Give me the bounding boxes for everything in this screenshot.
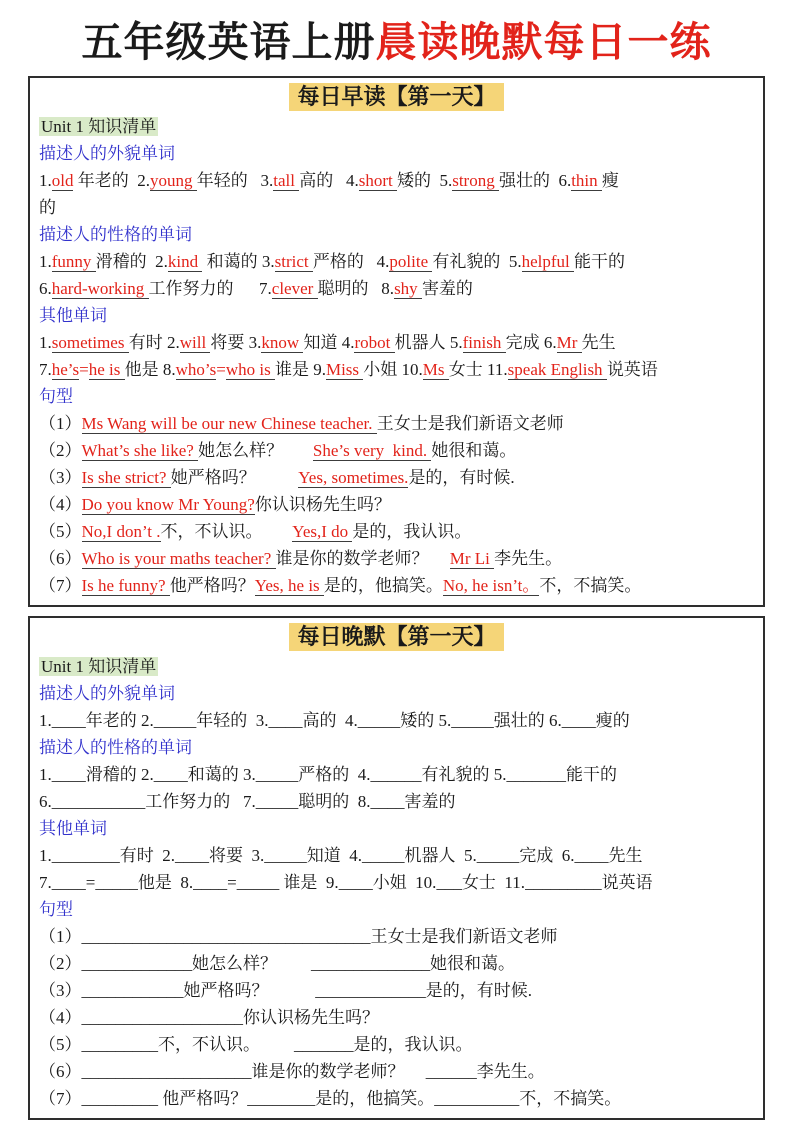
- content-line: [39, 869, 754, 896]
- english-term: who is: [225, 360, 275, 379]
- fill-blank: ____________________: [81, 1062, 252, 1081]
- english-term: Yes, he is: [254, 576, 324, 595]
- fill-blank: _________: [81, 1089, 158, 1108]
- text-segment: 不，不认识。: [160, 522, 293, 541]
- text-segment: 年轻的 3.: [196, 711, 269, 730]
- category-heading: 句型: [39, 387, 73, 406]
- english-term: old: [51, 171, 74, 190]
- text-segment: 和蔼的 3.: [187, 765, 256, 784]
- fill-blank: _____: [357, 711, 401, 730]
- text-segment: 7.: [39, 873, 52, 892]
- content-line: [39, 707, 754, 734]
- text-segment: 将要 3.: [210, 333, 262, 352]
- text-segment: 谁是 9.: [279, 873, 339, 892]
- text-segment: 女士 11.: [448, 360, 508, 379]
- text-segment: 李先生。: [476, 1062, 545, 1081]
- category-heading: 描述人的外貌单词: [39, 684, 175, 703]
- content-line: [39, 275, 754, 302]
- content-line: [39, 545, 754, 572]
- text-segment: （4）: [39, 1008, 82, 1027]
- fill-blank: ____: [268, 711, 303, 730]
- text-segment: 她严格吗？: [183, 981, 316, 1000]
- english-term: Who is your maths teacher?: [81, 549, 276, 568]
- text-segment: 你认识杨先生吗？: [243, 1008, 379, 1027]
- text-segment: =: [227, 873, 237, 892]
- text-segment: （3）: [39, 468, 82, 487]
- text-segment: 他严格吗？: [158, 1089, 248, 1108]
- text-segment: =: [85, 873, 96, 892]
- text-segment: （2）: [39, 954, 82, 973]
- text-segment: 王女士是我们新语文老师: [370, 927, 558, 946]
- text-segment: 她怎么样？: [198, 441, 313, 460]
- text-segment: （4）: [39, 495, 82, 514]
- page-title: [0, 18, 793, 66]
- text-segment: 高的 4.: [302, 711, 358, 730]
- english-term: clever: [271, 279, 318, 298]
- content-line: [39, 167, 754, 194]
- text-segment: 谁是 9.: [274, 360, 326, 379]
- unit-title: Unit 1 知识清单: [41, 117, 157, 136]
- text-segment: 能干的: [574, 252, 626, 271]
- content-line: [39, 815, 754, 842]
- text-segment: 你认识杨先生吗？: [254, 495, 391, 514]
- text-segment: 说英语: [601, 873, 653, 892]
- english-term: strong: [452, 171, 499, 190]
- text-segment: 小姐 10.: [372, 873, 437, 892]
- content-line: [39, 950, 754, 977]
- section-header: [39, 83, 754, 111]
- fill-blank: _____: [236, 873, 280, 892]
- fill-blank: ____: [561, 711, 596, 730]
- text-segment: 矮的 5.: [396, 171, 453, 190]
- text-segment: 1.: [39, 252, 52, 271]
- text-segment: 有时 2.: [128, 333, 180, 352]
- text-segment: 强壮的 6.: [498, 171, 572, 190]
- text-segment: （6）: [39, 1062, 82, 1081]
- english-term: Is he funny?: [81, 576, 170, 595]
- text-segment: 有礼貌的 5.: [421, 765, 507, 784]
- content-line: [39, 1031, 754, 1058]
- page-title-red: 晨读晚默每日一练: [375, 19, 712, 65]
- english-term: Mr: [556, 333, 582, 352]
- content-line: [39, 302, 754, 329]
- english-term: young: [149, 171, 197, 190]
- text-segment: 有时 2.: [119, 846, 175, 865]
- text-segment: 年轻的 3.: [196, 171, 274, 190]
- text-segment: 的: [39, 198, 56, 217]
- page-title-black: 五年级英语上册: [81, 19, 376, 65]
- text-segment: 不，不搞笑。: [519, 1089, 622, 1108]
- english-term: Do you know Mr Young?: [81, 495, 255, 514]
- content-line: [39, 680, 754, 707]
- english-term: he is: [88, 360, 125, 379]
- content-line: [39, 572, 754, 599]
- text-segment: 滑稽的 2.: [95, 252, 168, 271]
- fill-blank: ____: [338, 873, 373, 892]
- content-line: [39, 410, 754, 437]
- text-segment: 6.: [39, 279, 52, 298]
- text-segment: 有礼貌的 5.: [432, 252, 522, 271]
- text-segment: 工作努力的 7.: [148, 279, 272, 298]
- english-term: Ms Wang will be our new Chinese teacher.: [81, 414, 377, 433]
- text-segment: （2）: [39, 441, 82, 460]
- text-segment: 1.: [39, 765, 52, 784]
- content-line: [39, 464, 754, 491]
- text-segment: 知道 4.: [306, 846, 362, 865]
- text-segment: （3）: [39, 981, 82, 1000]
- fill-blank: _______: [506, 765, 566, 784]
- english-term: finish: [462, 333, 506, 352]
- fill-blank: ____: [574, 846, 609, 865]
- content-line: [39, 761, 754, 788]
- text-segment: 机器人 5.: [394, 333, 463, 352]
- text-segment: 6.: [39, 792, 52, 811]
- text-segment: 她怎么样？: [192, 954, 311, 973]
- section-header-label: 每日早读【第一天】: [289, 83, 503, 111]
- text-segment: 害羞的: [404, 792, 456, 811]
- content-line: [39, 653, 754, 680]
- content-line: [39, 356, 754, 383]
- english-term: Yes,I do: [292, 522, 353, 541]
- text-segment: 完成 6.: [519, 846, 575, 865]
- fill-blank: __________________________________: [81, 927, 371, 946]
- text-segment: 说英语: [606, 360, 658, 379]
- fill-blank: ____: [153, 765, 188, 784]
- text-segment: 聪明的 8.: [298, 792, 371, 811]
- fill-blank: ____: [51, 765, 86, 784]
- text-segment: 和蔼的 3.: [202, 252, 275, 271]
- text-segment: 1.: [39, 333, 52, 352]
- fill-blank: ____: [370, 792, 405, 811]
- english-term: sometimes: [51, 333, 129, 352]
- content-line: [39, 383, 754, 410]
- text-segment: 1.: [39, 171, 52, 190]
- text-segment: 机器人 5.: [404, 846, 477, 865]
- text-segment: 她很和蔼。: [431, 441, 517, 460]
- text-segment: 将要 3.: [209, 846, 265, 865]
- english-term: No, he isn’t。: [442, 576, 540, 595]
- category-heading: 句型: [39, 900, 73, 919]
- text-segment: 矮的 5.: [400, 711, 452, 730]
- english-term: Ms: [422, 360, 449, 379]
- category-heading: 描述人的性格的单词: [39, 225, 192, 244]
- english-term: What’s she like?: [81, 441, 199, 460]
- text-segment: （1）: [39, 927, 82, 946]
- text-segment: （1）: [39, 414, 82, 433]
- fill-blank: ______________: [311, 954, 430, 973]
- content-line: [39, 977, 754, 1004]
- content-line: [39, 113, 754, 140]
- text-segment: 害羞的: [421, 279, 473, 298]
- fill-blank: ______: [370, 765, 422, 784]
- text-segment: 1.: [39, 846, 52, 865]
- text-segment: 7.: [39, 360, 52, 379]
- fill-blank: _____________: [315, 981, 426, 1000]
- category-heading: 描述人的外貌单词: [39, 144, 175, 163]
- category-heading: 其他单词: [39, 306, 107, 325]
- content-line: [39, 734, 754, 761]
- text-segment: 瘦的: [595, 711, 630, 730]
- category-heading: 其他单词: [39, 819, 107, 838]
- text-segment: 年老的 2.: [73, 171, 150, 190]
- fill-blank: __________: [434, 1089, 520, 1108]
- content-line: [39, 329, 754, 356]
- english-term: polite: [389, 252, 433, 271]
- english-term: helpful: [521, 252, 575, 271]
- fill-blank: _____: [255, 792, 299, 811]
- text-segment: 是的，有时候.: [408, 468, 515, 487]
- content-line: [39, 842, 754, 869]
- fill-blank: ________: [247, 1089, 316, 1108]
- text-segment: 工作努力的 7.: [145, 792, 256, 811]
- text-segment: 她严格吗？: [170, 468, 299, 487]
- unit-title: Unit 1 知识清单: [41, 657, 157, 676]
- english-term: tall: [273, 171, 300, 190]
- text-segment: 瘦: [601, 171, 619, 190]
- text-segment: 能干的: [566, 765, 617, 784]
- text-segment: 他是 8.: [124, 360, 176, 379]
- english-symbol: =: [216, 360, 226, 379]
- text-segment: （7）: [39, 576, 82, 595]
- text-segment: 完成 6.: [505, 333, 557, 352]
- english-term: know: [261, 333, 304, 352]
- english-term: robot: [354, 333, 395, 352]
- english-term: Is she strict?: [81, 468, 171, 487]
- text-segment: 严格的 4.: [298, 765, 371, 784]
- fill-blank: _____: [451, 711, 494, 730]
- english-term: short: [358, 171, 397, 190]
- text-segment: 不，不搞笑。: [539, 576, 642, 595]
- content-line: [39, 518, 754, 545]
- section-content: [39, 653, 754, 1112]
- fill-blank: _____: [95, 873, 138, 892]
- english-term: kind: [167, 252, 203, 271]
- content-line: [39, 1085, 754, 1112]
- fill-blank: _____: [264, 846, 307, 865]
- english-term: She’s very kind.: [312, 441, 432, 460]
- english-symbol: =: [79, 360, 89, 379]
- english-term: hard-working: [51, 279, 149, 298]
- text-segment: 高的 4.: [299, 171, 359, 190]
- category-heading: 描述人的性格的单词: [39, 738, 192, 757]
- english-term: Miss: [325, 360, 364, 379]
- text-segment: 是的，他搞笑。: [323, 576, 443, 595]
- fill-blank: ___________: [51, 792, 146, 811]
- content-line: [39, 140, 754, 167]
- text-segment: 先生: [581, 333, 616, 352]
- fill-blank: ____: [51, 711, 86, 730]
- text-segment: 李先生。: [494, 549, 563, 568]
- text-segment: （6）: [39, 549, 82, 568]
- content-line: [39, 923, 754, 950]
- text-segment: 谁是你的数学老师？: [275, 549, 450, 568]
- content-line: [39, 896, 754, 923]
- content-line: [39, 221, 754, 248]
- content-line: [39, 1004, 754, 1031]
- english-term: Yes, sometimes.: [298, 468, 409, 487]
- text-segment: 是的，有时候.: [425, 981, 532, 1000]
- section-header: [39, 623, 754, 651]
- english-term: shy: [394, 279, 422, 298]
- fill-blank: _________: [81, 1035, 158, 1054]
- text-segment: 不，不认识。: [158, 1035, 294, 1054]
- fill-blank: ___________________: [81, 1008, 243, 1027]
- fill-blank: _____: [362, 846, 405, 865]
- english-term: funny: [51, 252, 96, 271]
- fill-blank: _______: [294, 1035, 354, 1054]
- content-line: [39, 248, 754, 275]
- section-content: [39, 113, 754, 599]
- morning-reading-section: [28, 76, 765, 607]
- text-segment: 是的，我认识。: [353, 1035, 473, 1054]
- fill-blank: _____: [255, 765, 299, 784]
- text-segment: 1.: [39, 711, 52, 730]
- english-term: thin: [571, 171, 602, 190]
- fill-blank: ___: [436, 873, 462, 892]
- content-line: [39, 491, 754, 518]
- english-term: who’s: [175, 360, 217, 379]
- content-line: [39, 1058, 754, 1085]
- text-segment: （5）: [39, 522, 82, 541]
- fill-blank: ____: [193, 873, 228, 892]
- text-segment: 年老的 2.: [85, 711, 154, 730]
- fill-blank: ____: [51, 873, 86, 892]
- text-segment: 他是 8.: [137, 873, 194, 892]
- text-segment: 聪明的 8.: [317, 279, 395, 298]
- english-term: Mr Li: [449, 549, 495, 568]
- fill-blank: _________: [525, 873, 602, 892]
- text-segment: （5）: [39, 1035, 82, 1054]
- fill-blank: ____________: [81, 981, 184, 1000]
- english-term: will: [179, 333, 211, 352]
- text-segment: 他严格吗？: [169, 576, 255, 595]
- fill-blank: _____________: [81, 954, 192, 973]
- text-segment: 小姐 10.: [363, 360, 423, 379]
- text-segment: 知道 4.: [303, 333, 355, 352]
- english-term: strict: [274, 252, 313, 271]
- text-segment: 是的，他搞笑。: [315, 1089, 435, 1108]
- section-header-label: 每日晚默【第一天】: [289, 623, 503, 651]
- text-segment: 她很和蔼。: [430, 954, 515, 973]
- english-term: No,I don’t .: [81, 522, 161, 541]
- text-segment: 滑稽的 2.: [85, 765, 154, 784]
- text-segment: 是的，我认识。: [352, 522, 472, 541]
- text-segment: 王女士是我们新语文老师: [376, 414, 564, 433]
- content-line: [39, 194, 754, 221]
- fill-blank: ______: [425, 1062, 477, 1081]
- text-segment: 女士 11.: [461, 873, 526, 892]
- content-line: [39, 437, 754, 464]
- evening-dictation-section: [28, 616, 765, 1120]
- english-term: he’s: [51, 360, 80, 379]
- fill-blank: ____: [175, 846, 209, 865]
- fill-blank: _____: [476, 846, 520, 865]
- text-segment: 严格的 4.: [312, 252, 390, 271]
- text-segment: （7）: [39, 1089, 82, 1108]
- text-segment: 先生: [608, 846, 643, 865]
- text-segment: 谁是你的数学老师？: [251, 1062, 426, 1081]
- fill-blank: ________: [51, 846, 120, 865]
- content-line: [39, 788, 754, 815]
- text-segment: 强壮的 6.: [493, 711, 562, 730]
- english-term: speak English: [507, 360, 607, 379]
- fill-blank: _____: [153, 711, 197, 730]
